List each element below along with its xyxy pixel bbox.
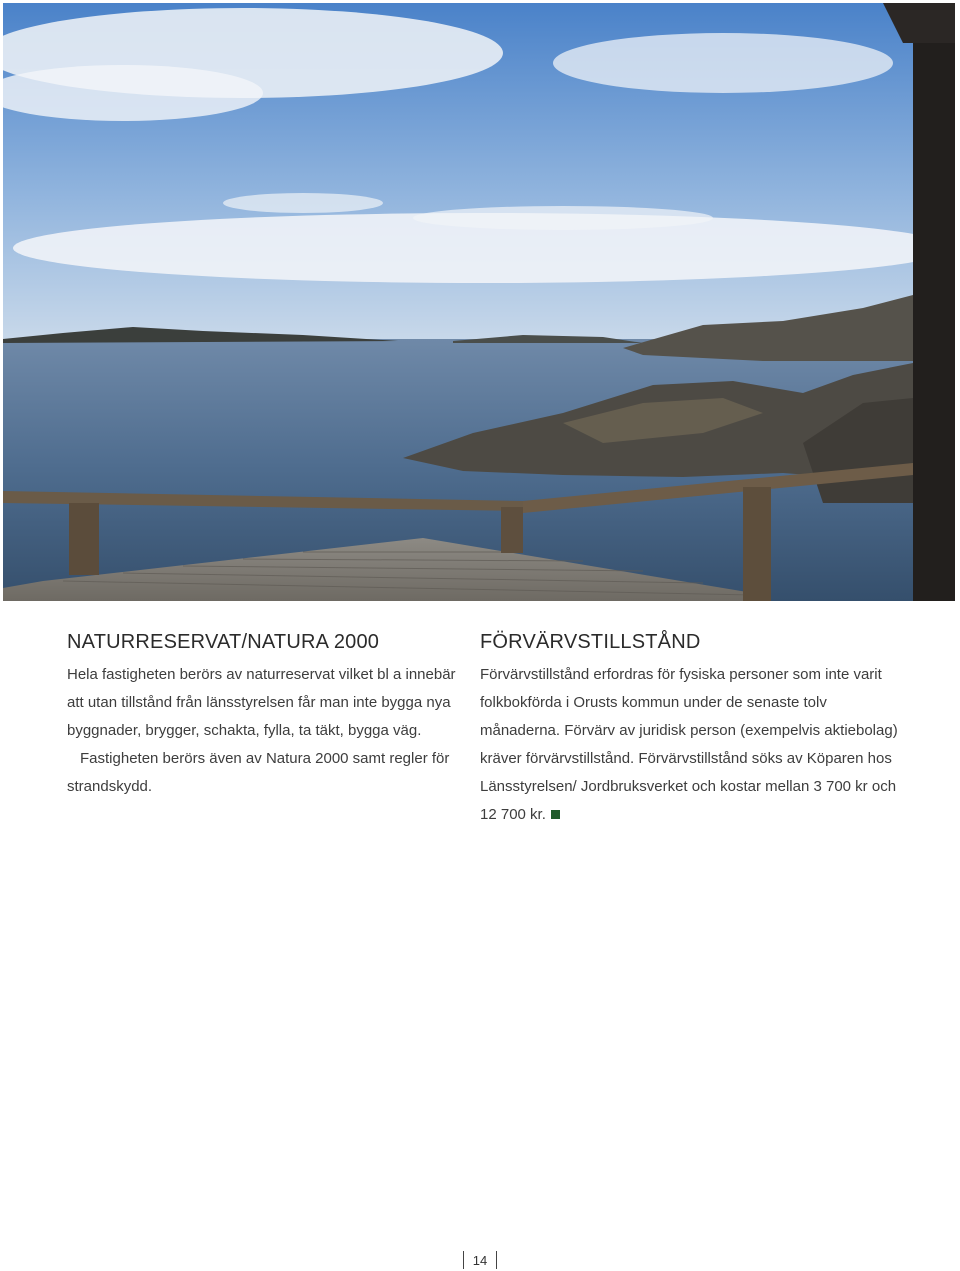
photo-illustration (3, 3, 955, 601)
page-footer (0, 1251, 960, 1269)
page-number: 14 (472, 1253, 488, 1268)
page-number-right-rule (496, 1251, 497, 1269)
naturreservat-paragraph-1: Hela fastigheten berörs av naturreservat vilket bl a innebär att utan tillstånd från länsstyrelsen får man inte bygga nya byggnader, brygger, schakta, fylla, ta täkt, bygga väg. (67, 666, 456, 739)
cover-photo (3, 3, 955, 601)
forvarvstillstand-paragraph (480, 661, 900, 829)
forvarvstillstand-text: Förvärvstillstånd erfordras för fysiska personer som inte varit folkbokförda i Orusts kommun under de senaste tolv månaderna. Förvärv av juridisk person (exempelvis aktiebolag) kräver förvärvstillstånd. Förvärvstillstånd söks av Köparen hos Länsstyrelsen/ Jordbruksverket och kostar mellan 3 700 kr och 12 700 kr. (480, 666, 898, 823)
right-column (480, 628, 900, 829)
page-number-left-rule (463, 1251, 464, 1269)
left-column (67, 628, 467, 801)
section-heading-forvarvstillstand: FÖRVÄRVSTILLSTÅND (480, 631, 701, 653)
naturreservat-paragraph-2: Fastigheten berörs även av Natura 2000 samt regler för strandskydd. (67, 750, 450, 795)
end-of-article-square-icon (551, 810, 560, 819)
section-heading-naturreservat: NATURRESERVAT/NATURA 2000 (67, 631, 380, 653)
